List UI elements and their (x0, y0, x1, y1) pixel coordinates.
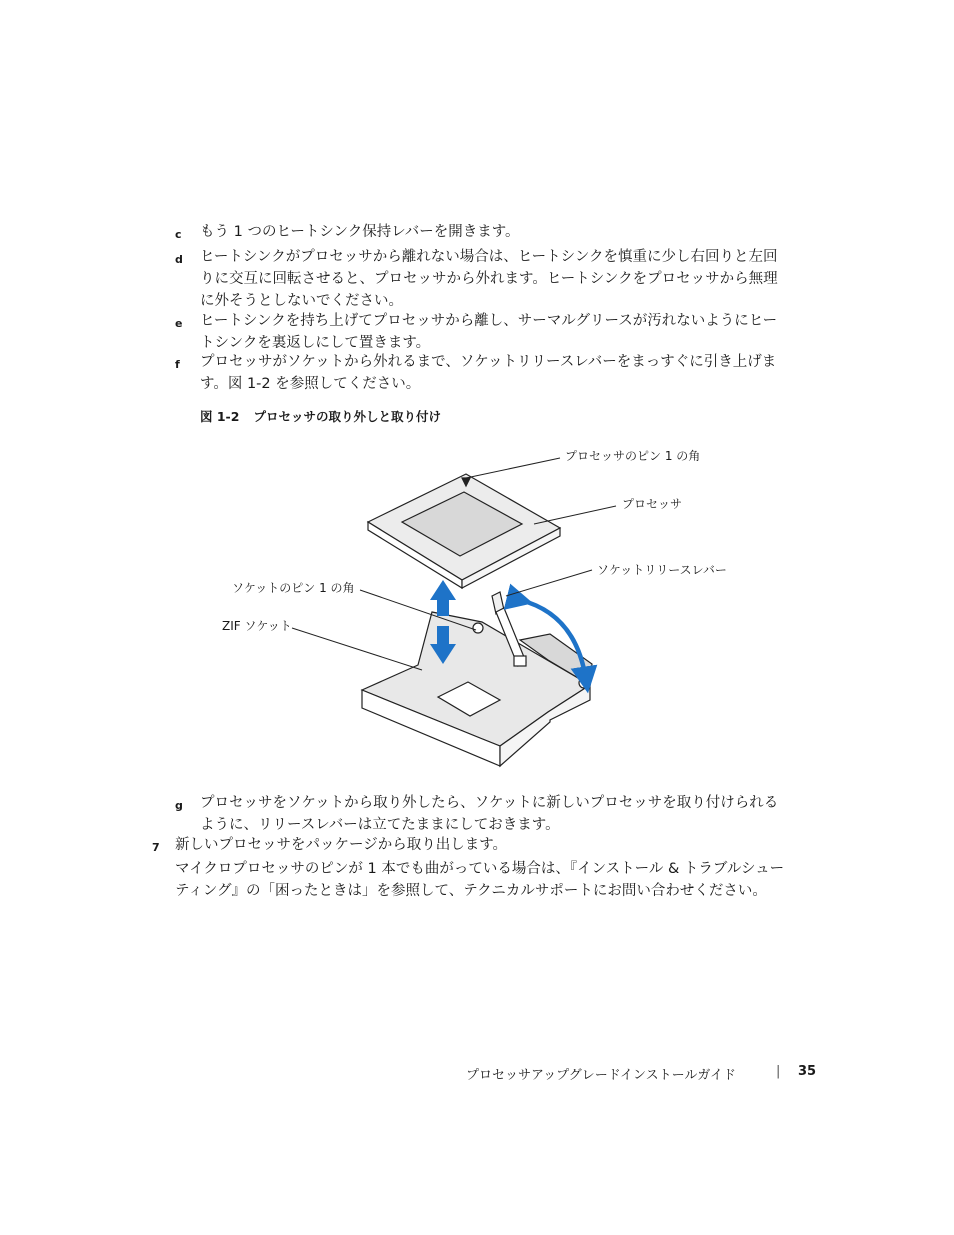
leader-pin1-processor (466, 458, 560, 478)
line: プロセッサをソケットから取り外したら、ソケットに新しいプロセッサを取り付けられる (200, 795, 779, 811)
step-text: もう 1 つのヒートシンク保持レバーを開きます。 (200, 224, 520, 240)
footer-separator: | (776, 1064, 781, 1079)
callout-release-lever: ソケットリリースレバー (597, 563, 727, 577)
line: りに交互に回転させると、プロセッサから外れます。ヒートシンクをプロセッサから無理 (200, 271, 778, 287)
step-marker: 7 (152, 841, 160, 854)
step-marker: g (175, 799, 183, 812)
step-marker: c (175, 228, 182, 241)
callout-pin1-socket: ソケットのピン 1 の角 (232, 581, 355, 595)
callout-processor: プロセッサ (622, 497, 683, 511)
leader-zif-socket (292, 628, 422, 670)
line: プロセッサがソケットから外れるまで、ソケットリリースレバーをまっすぐに引き上げま (200, 354, 777, 370)
leader-processor (534, 506, 616, 524)
lever-latch (514, 656, 526, 666)
up-arrow-icon (430, 580, 456, 616)
step-marker: f (175, 358, 180, 371)
line: マイクロプロセッサのピンが 1 本でも曲がっている場合は、『インストール & トラブルシュー (175, 861, 785, 877)
step-marker: d (175, 253, 183, 266)
step-marker: e (175, 317, 183, 330)
figure-number: 図 1-2 (200, 409, 240, 424)
zif-socket (362, 612, 592, 766)
footer-title: プロセッサアップグレードインストールガイド (466, 1068, 737, 1083)
line: ティング』の「困ったときは」を参照して、テクニカルサポートにお問い合わせください。 (175, 883, 767, 899)
step-text (200, 792, 810, 836)
line: す。図 1-2 を参照してください。 (200, 376, 421, 392)
socket-pin1-post (473, 623, 483, 633)
line: に外そうとしないでください。 (200, 293, 403, 309)
leader-pin1-socket (360, 590, 476, 630)
figure-title: プロセッサの取り外しと取り付け (253, 409, 441, 424)
processor (368, 474, 560, 588)
line: ように、リリースレバーは立てたままにしておきます。 (200, 817, 560, 833)
line: ヒートシンクがプロセッサから離れない場合は、ヒートシンクを慎重に少し右回りと左回 (200, 249, 778, 265)
line: ヒートシンクを持ち上げてプロセッサから離し、サーマルグリースが汚れないようにヒー (200, 313, 778, 329)
line: トシンクを裏返しにして置きます。 (200, 335, 431, 351)
note-paragraph (175, 858, 815, 902)
callout-pin1-processor: プロセッサのピン 1 の角 (565, 449, 701, 463)
callout-zif-socket: ZIF ソケット (222, 619, 292, 633)
step-text: 新しいプロセッサをパッケージから取り出します。 (175, 837, 508, 853)
leader-release-lever (506, 570, 592, 596)
page-number: 35 (798, 1064, 817, 1079)
